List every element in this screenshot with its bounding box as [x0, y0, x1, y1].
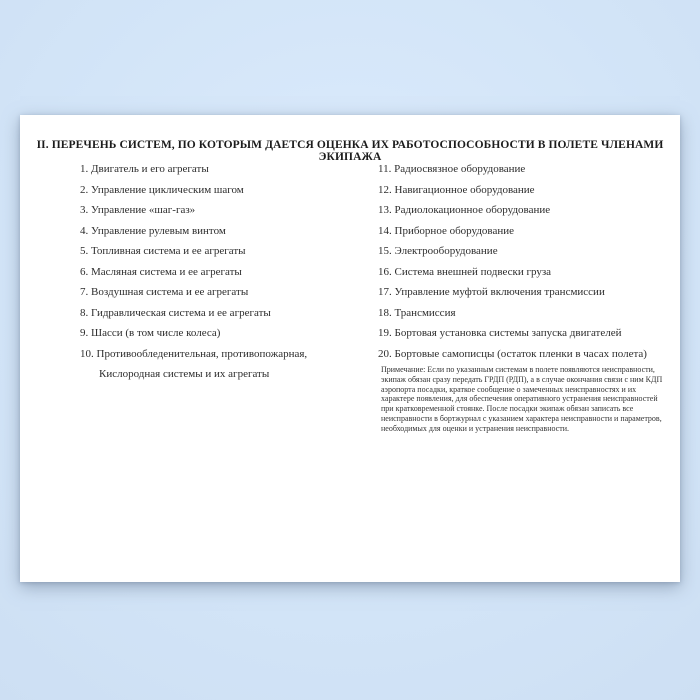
list-item: 19. Бортовая установка системы запуска двигателей: [378, 327, 622, 339]
list-item: 16. Система внешней подвески груза: [378, 265, 552, 278]
list-item: 8. Гидравлическая система и ее агрегаты: [80, 306, 271, 319]
list-item: 11. Радиосвязное оборудование: [378, 163, 526, 175]
list-item: 10. Противообледенительная, противопожарная,: [80, 347, 308, 360]
list-item: 17. Управление муфтой включения трансмиссии: [378, 286, 605, 298]
list-item-continuation: Кислородная системы и их агрегаты: [99, 368, 270, 380]
list-item: 7. Воздушная система и ее агрегаты: [80, 286, 249, 298]
list-item: 12. Навигационное оборудование: [378, 183, 535, 196]
note-paragraph: Примечание: Если по указанным системам в полете появляются неисправности, экипаж обязан сразу передать ГРДП (РДП), а в случае окончания связи с ним КДП аэропорта посадки, краткое сообщение о замеченных неисправностях и их характере появления, для обеспечения оперативного устранения неисправностей при кратковременной стоянке. После посадки экипаж обязан записать все неисправности в бортжурнал с указанием характера неисправности и параметров, необходимых для оценки и устранения неисправности.: [381, 365, 663, 433]
list-item: 18. Трансмиссия: [378, 306, 456, 319]
list-item: 5. Топливная система и ее агрегаты: [80, 245, 246, 257]
list-item: 4. Управление рулевым винтом: [80, 224, 226, 237]
list-item: 13. Радиолокационное оборудование: [378, 204, 551, 216]
page-title: II. ПЕРЕЧЕНЬ СИСТЕМ, ПО КОТОРЫМ ДАЕТСЯ ОЦЕНКА ИХ РАБОТОСПОСОБНОСТИ В ПОЛЕТЕ ЧЛЕНАМИ ЭКИПАЖА: [36, 139, 664, 163]
list-item: 14. Приборное оборудование: [378, 224, 515, 237]
list-item: 3. Управление «шаг-газ»: [80, 204, 196, 216]
systems-list-right: [378, 159, 678, 434]
list-item: 1. Двигатель и его агрегаты: [80, 163, 209, 175]
list-item: 6. Масляная система и ее агрегаты: [80, 265, 242, 278]
list-item: 20. Бортовые самописцы (остаток пленки в часах полета): [378, 347, 647, 360]
document-page: [20, 115, 680, 582]
list-item: 9. Шасси (в том числе колеса): [80, 327, 221, 339]
list-item: 2. Управление циклическим шагом: [80, 183, 244, 196]
list-item: 15. Электрооборудование: [378, 245, 498, 257]
systems-list-left: [80, 159, 380, 385]
